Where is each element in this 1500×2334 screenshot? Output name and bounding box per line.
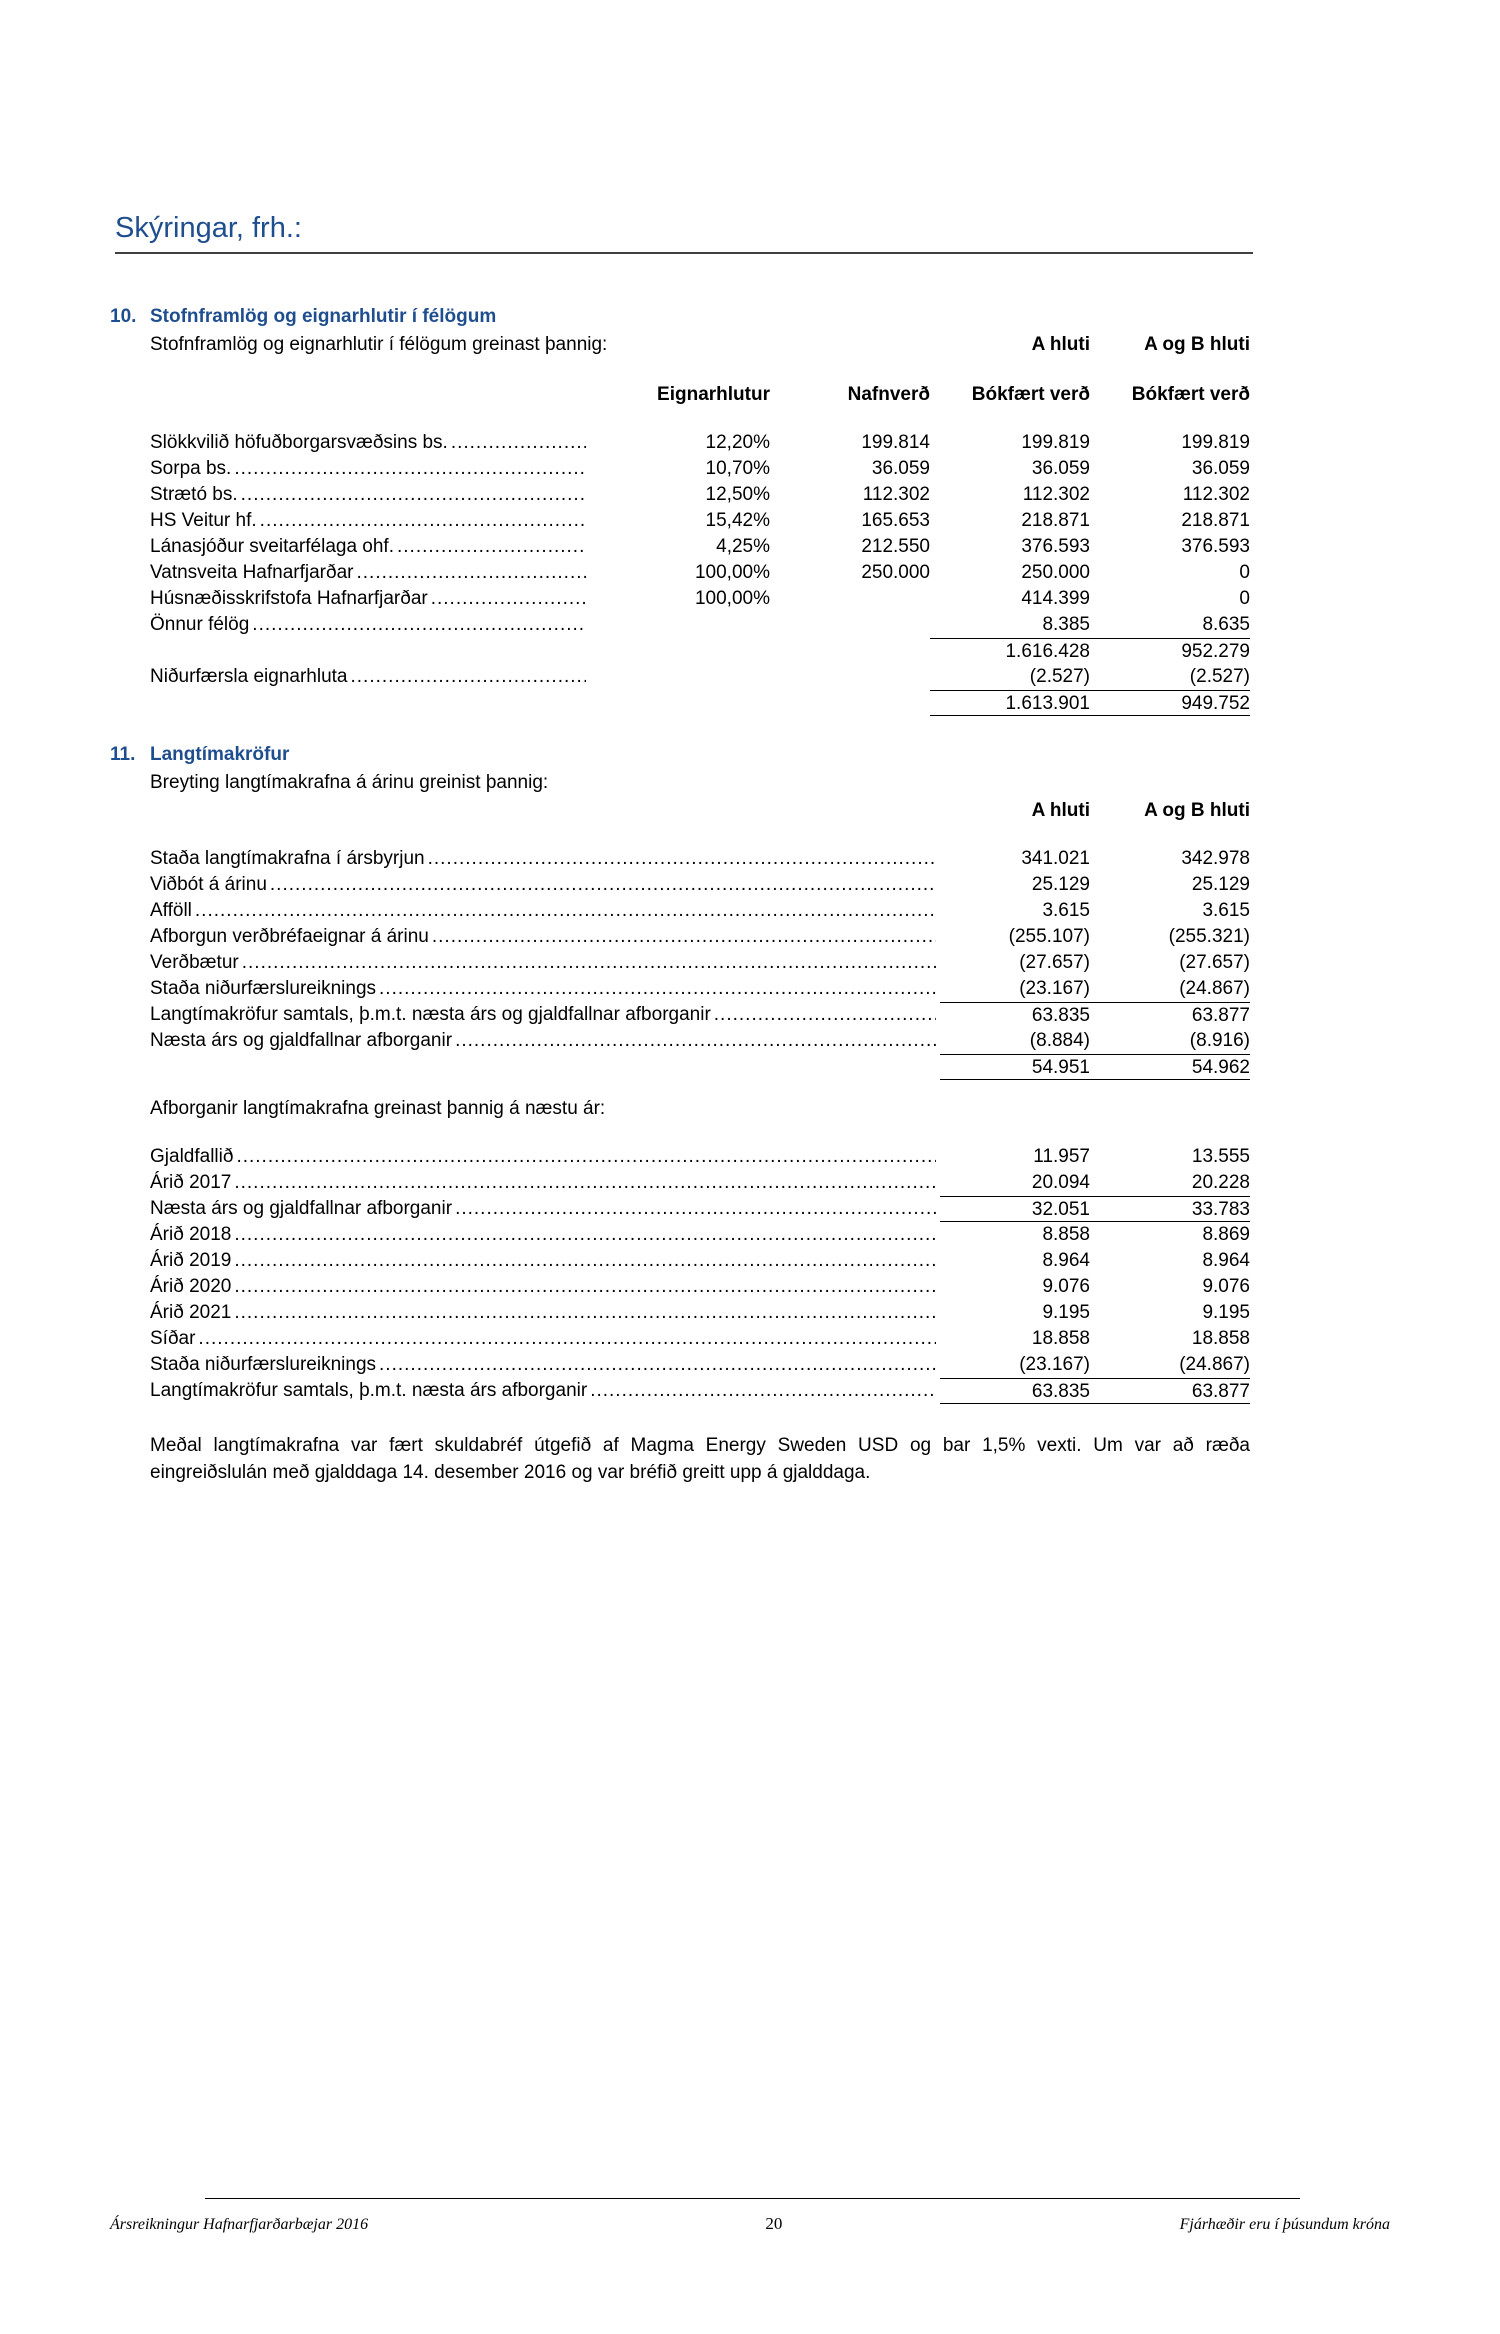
section-10-column-headers: [150, 382, 1250, 408]
row-label-text: Viðbót á árinu: [150, 874, 267, 895]
column-header-eignarhlutur: Eignarhlutur: [657, 384, 770, 405]
group-header-a: A hluti: [1031, 800, 1090, 821]
row-label-text: Langtímakröfur samtals, þ.m.t. næsta árs afborganir: [150, 1380, 588, 1401]
cell-a: 18.858: [1031, 1328, 1090, 1349]
row-label: [150, 872, 940, 898]
row-label-text: Slökkvilið höfuðborgarsvæðsins bs.: [150, 432, 448, 453]
table-row: [150, 1248, 1250, 1274]
cell-b: (8.916): [1189, 1030, 1250, 1051]
section-title: Langtímakröfur: [150, 744, 290, 765]
table-row: [150, 664, 1250, 690]
row-label-text: Árið 2020: [150, 1276, 232, 1297]
cell-c4: 218.871: [1181, 510, 1250, 531]
dot-leader: [234, 1274, 936, 1300]
dot-leader: [252, 612, 586, 638]
row-label-text: Staða niðurfærslureiknings: [150, 978, 377, 999]
row-label-text: Sorpa bs.: [150, 458, 232, 479]
table-row: [150, 534, 1250, 560]
cell-c3: 8.385: [1042, 614, 1090, 635]
row-label: [150, 586, 590, 612]
dot-leader: [234, 1248, 936, 1274]
cell-c3: 36.059: [1031, 458, 1090, 479]
dot-leader: [234, 1300, 936, 1326]
afborganir-table: [150, 1144, 1250, 1404]
dot-leader: [590, 1378, 936, 1404]
cell-c4: 0: [1239, 562, 1250, 583]
column-header-bokfaert-a: Bókfært verð: [971, 384, 1090, 405]
cell-a: (27.657): [1019, 952, 1090, 973]
dot-leader: [431, 586, 586, 612]
table-row: [150, 1054, 1250, 1080]
section-10: [0, 304, 1500, 716]
row-label: [150, 1002, 940, 1028]
cell-a: 63.835: [940, 1002, 1090, 1028]
cell-c1: [590, 612, 770, 638]
spacer: [150, 798, 940, 824]
group-header-a: A hluti: [1031, 334, 1090, 355]
table-row: [150, 872, 1250, 898]
cell-c2: [770, 690, 930, 716]
table-row: [150, 846, 1250, 872]
table-row: [150, 976, 1250, 1002]
cell-c3: 250.000: [1021, 562, 1090, 583]
cell-c2: [770, 586, 930, 612]
cell-c1: 12,20%: [705, 432, 770, 453]
row-label-text: Árið 2019: [150, 1250, 232, 1271]
footer-rule: [205, 2198, 1300, 2199]
table-row: [150, 1378, 1250, 1404]
row-label-text: Síðar: [150, 1328, 196, 1349]
row-label-text: Árið 2017: [150, 1172, 232, 1193]
cell-c2: 165.653: [861, 510, 930, 531]
row-label: [150, 612, 590, 638]
cell-c2: 250.000: [861, 562, 930, 583]
cell-c2: 212.550: [861, 536, 930, 557]
row-label: [150, 1300, 940, 1326]
cell-b: (24.867): [1179, 978, 1250, 999]
table-row: [150, 690, 1250, 716]
row-label: [150, 1196, 940, 1222]
table-row: [150, 1144, 1250, 1170]
row-label-text: Næsta árs og gjaldfallnar afborganir: [150, 1030, 453, 1051]
cell-c2: [770, 664, 930, 690]
row-label: [150, 1144, 940, 1170]
cell-c1: 15,42%: [705, 510, 770, 531]
row-label-text: Árið 2021: [150, 1302, 232, 1323]
row-label-text: Næsta árs og gjaldfallnar afborganir: [150, 1198, 453, 1219]
section-11: [0, 742, 1500, 1486]
row-label-text: Árið 2018: [150, 1224, 232, 1245]
cell-c2: 36.059: [871, 458, 930, 479]
stofnframlog-table: [150, 430, 1250, 716]
section-title: Stofnframlög og eignarhlutir í félögum: [150, 306, 497, 327]
dot-leader: [714, 1002, 936, 1028]
row-label-text: Niðurfærsla eignarhluta: [150, 666, 348, 687]
section-11-group-headers: [150, 798, 1250, 824]
row-label-text: Húsnæðisskrifstofa Hafnarfjarðar: [150, 588, 428, 609]
cell-b: 8.964: [1202, 1250, 1250, 1271]
cell-a: 63.835: [940, 1378, 1090, 1404]
column-header-nafnverd: Nafnverð: [847, 384, 930, 405]
cell-a: 341.021: [1021, 848, 1090, 869]
cell-a: 25.129: [1031, 874, 1090, 895]
section-11-subtitle-row: [150, 770, 1250, 796]
cell-c3: 218.871: [1021, 510, 1090, 531]
cell-c1: [590, 664, 770, 690]
cell-c2: 112.302: [862, 484, 930, 505]
row-label: [150, 1326, 940, 1352]
cell-c4: 376.593: [1181, 536, 1250, 557]
cell-c3: 112.302: [1022, 484, 1090, 505]
dot-leader: [195, 898, 936, 924]
cell-b: (24.867): [1179, 1354, 1250, 1375]
document-page: [0, 212, 1500, 2334]
table-row: [150, 482, 1250, 508]
row-label: [150, 950, 940, 976]
cell-b: 8.869: [1202, 1224, 1250, 1245]
cell-b: (255.321): [1168, 926, 1250, 947]
table-row: [150, 924, 1250, 950]
dot-leader: [455, 1196, 936, 1222]
cell-b: 63.877: [1090, 1002, 1250, 1028]
cell-c3: 376.593: [1021, 536, 1090, 557]
dot-leader: [242, 950, 936, 976]
footer-left: Ársreikningur Hafnarfjarðarbæjar 2016: [110, 2216, 369, 2233]
cell-c3: 1.616.428: [930, 638, 1090, 664]
table-row: [150, 1300, 1250, 1326]
row-label: [150, 1352, 940, 1378]
dot-leader: [397, 534, 586, 560]
cell-b: 9.195: [1202, 1302, 1250, 1323]
row-label: [150, 534, 590, 560]
dot-leader: [379, 1352, 936, 1378]
row-label: [150, 1222, 940, 1248]
cell-c4: 36.059: [1191, 458, 1250, 479]
cell-a: 8.964: [1042, 1250, 1090, 1271]
langtimakrofur-breyting-table: [150, 846, 1250, 1080]
page-footer: [0, 2214, 1500, 2234]
table-row: [150, 898, 1250, 924]
row-label-text: Lánasjóður sveitarfélaga ohf.: [150, 536, 394, 557]
cell-b: 342.978: [1181, 848, 1250, 869]
table-row: [150, 560, 1250, 586]
cell-b: (27.657): [1179, 952, 1250, 973]
cell-b: 9.076: [1202, 1276, 1250, 1297]
row-label-text: Vatnsveita Hafnarfjarðar: [150, 562, 354, 583]
row-label: [150, 1248, 940, 1274]
group-header-ab: A og B hluti: [1144, 800, 1250, 821]
dot-leader: [234, 456, 586, 482]
dot-leader: [198, 1326, 936, 1352]
section-10-subtitle-row: [150, 332, 1250, 358]
table-row: [150, 1170, 1250, 1196]
table-row: [150, 1274, 1250, 1300]
dot-leader: [234, 1222, 936, 1248]
row-label: [150, 846, 940, 872]
spacer: [150, 382, 590, 408]
cell-c1: 10,70%: [705, 458, 770, 479]
dot-leader: [379, 976, 936, 1002]
cell-a: 9.076: [1042, 1276, 1090, 1297]
cell-c1: 100,00%: [694, 588, 770, 609]
cell-a: 9.195: [1042, 1302, 1090, 1323]
row-label-text: Verðbætur: [150, 952, 239, 973]
cell-a: (8.884): [1029, 1030, 1090, 1051]
cell-b: 54.962: [1090, 1054, 1250, 1080]
cell-b: 3.615: [1202, 900, 1250, 921]
row-label: [150, 1274, 940, 1300]
row-label: [150, 1054, 940, 1080]
table-row: [150, 950, 1250, 976]
row-label-text: Langtímakröfur samtals, þ.m.t. næsta árs og gjaldfallnar afborganir: [150, 1004, 711, 1025]
cell-c4: 949.752: [1090, 690, 1250, 716]
row-label: [150, 508, 590, 534]
cell-a: 54.951: [940, 1054, 1090, 1080]
table-row: [150, 612, 1250, 638]
cell-c4: 952.279: [1090, 638, 1250, 664]
cell-c2: [770, 638, 930, 664]
dot-leader: [428, 846, 936, 872]
table-row: [150, 638, 1250, 664]
mid-heading: Afborganir langtímakrafna greinast þannig á næstu ár:: [150, 1098, 606, 1119]
table-row: [150, 1028, 1250, 1054]
cell-a: 3.615: [1042, 900, 1090, 921]
row-label: [150, 638, 590, 664]
row-label: [150, 1378, 940, 1404]
cell-c1: [590, 690, 770, 716]
dot-leader: [260, 508, 586, 534]
section-number: 10.: [110, 306, 137, 327]
cell-c2: 199.814: [861, 432, 930, 453]
cell-c4: (2.527): [1189, 666, 1250, 687]
table-row: [150, 1196, 1250, 1222]
section-number: 11.: [110, 744, 136, 765]
cell-c3: 1.613.901: [930, 690, 1090, 716]
cell-a: 32.051: [940, 1196, 1090, 1222]
table-row: [150, 430, 1250, 456]
cell-a: 20.094: [1031, 1172, 1090, 1193]
cell-c1: 100,00%: [694, 562, 770, 583]
row-label: [150, 1028, 940, 1054]
dot-leader: [356, 560, 586, 586]
page-title: Skýringar, frh.:: [115, 212, 302, 244]
cell-c1: 12,50%: [705, 484, 770, 505]
row-label: [150, 690, 590, 716]
table-row: [150, 586, 1250, 612]
cell-c3: 199.819: [1021, 432, 1090, 453]
column-header-bokfaert-ab: Bókfært verð: [1131, 384, 1250, 405]
table-row: [150, 456, 1250, 482]
dot-leader: [270, 872, 936, 898]
note-paragraph: Meðal langtímakrafna var fært skuldabréf útgefið af Magma Energy Sweden USD og bar 1,5% vexti. Um var að ræða eingreiðslulán með gjalddaga 14. desember 2016 og var bréfið greitt upp á gjalddaga.: [150, 1435, 1250, 1483]
row-label-text: Staða niðurfærslureiknings: [150, 1354, 377, 1375]
dot-leader: [455, 1028, 936, 1054]
section-subtitle: Stofnframlög og eignarhlutir í félögum greinast þannig:: [150, 334, 608, 355]
row-label: [150, 456, 590, 482]
cell-c2: [770, 612, 930, 638]
cell-b: 63.877: [1090, 1378, 1250, 1404]
row-label-text: Afföll: [150, 900, 192, 921]
cell-b: 13.555: [1191, 1146, 1250, 1167]
cell-b: 20.228: [1191, 1172, 1250, 1193]
cell-c4: 8.635: [1202, 614, 1250, 635]
row-label: [150, 1170, 940, 1196]
row-label: [150, 560, 590, 586]
row-label-text: Gjaldfallið: [150, 1146, 234, 1167]
cell-a: 8.858: [1042, 1224, 1090, 1245]
footer-right: Fjárhæðir eru í þúsundum króna: [1179, 2216, 1390, 2233]
cell-c1: 4,25%: [716, 536, 770, 557]
cell-a: 11.957: [1033, 1146, 1090, 1167]
cell-c1: [590, 638, 770, 664]
cell-b: 33.783: [1090, 1196, 1250, 1222]
table-row: [150, 508, 1250, 534]
row-label-text: HS Veitur hf.: [150, 510, 257, 531]
cell-a: (23.167): [1019, 978, 1090, 999]
section-11-heading: [110, 742, 1500, 768]
group-header-ab: A og B hluti: [1144, 334, 1250, 355]
section-10-heading: [110, 304, 1500, 330]
dot-leader: [351, 664, 587, 690]
cell-c4: 112.302: [1182, 484, 1250, 505]
row-label: [150, 482, 590, 508]
cell-c4: 199.819: [1181, 432, 1250, 453]
row-label: [150, 664, 590, 690]
cell-c3: (2.527): [1029, 666, 1090, 687]
cell-a: (23.167): [1019, 1354, 1090, 1375]
table-row: [150, 1352, 1250, 1378]
row-label-text: Strætó bs.: [150, 484, 238, 505]
page-number: 20: [765, 2214, 783, 2233]
row-label: [150, 430, 590, 456]
cell-b: 25.129: [1191, 874, 1250, 895]
row-label-text: Önnur félög: [150, 614, 250, 635]
cell-c4: 0: [1239, 588, 1250, 609]
table-row: [150, 1002, 1250, 1028]
title-rule: [115, 252, 1253, 254]
row-label: [150, 924, 940, 950]
dot-leader: [234, 1170, 936, 1196]
row-label: [150, 898, 940, 924]
cell-c3: 414.399: [1021, 588, 1090, 609]
dot-leader: [241, 482, 586, 508]
cell-a: (255.107): [1008, 926, 1090, 947]
dot-leader: [451, 430, 586, 456]
table-row: [150, 1222, 1250, 1248]
dot-leader: [236, 1144, 936, 1170]
table-row: [150, 1326, 1250, 1352]
section-subtitle: Breyting langtímakrafna á árinu greinist þannig:: [150, 772, 549, 793]
dot-leader: [432, 924, 936, 950]
row-label-text: Afborgun verðbréfaeignar á árinu: [150, 926, 429, 947]
cell-b: 18.858: [1191, 1328, 1250, 1349]
row-label: [150, 976, 940, 1002]
row-label-text: Staða langtímakrafna í ársbyrjun: [150, 848, 425, 869]
